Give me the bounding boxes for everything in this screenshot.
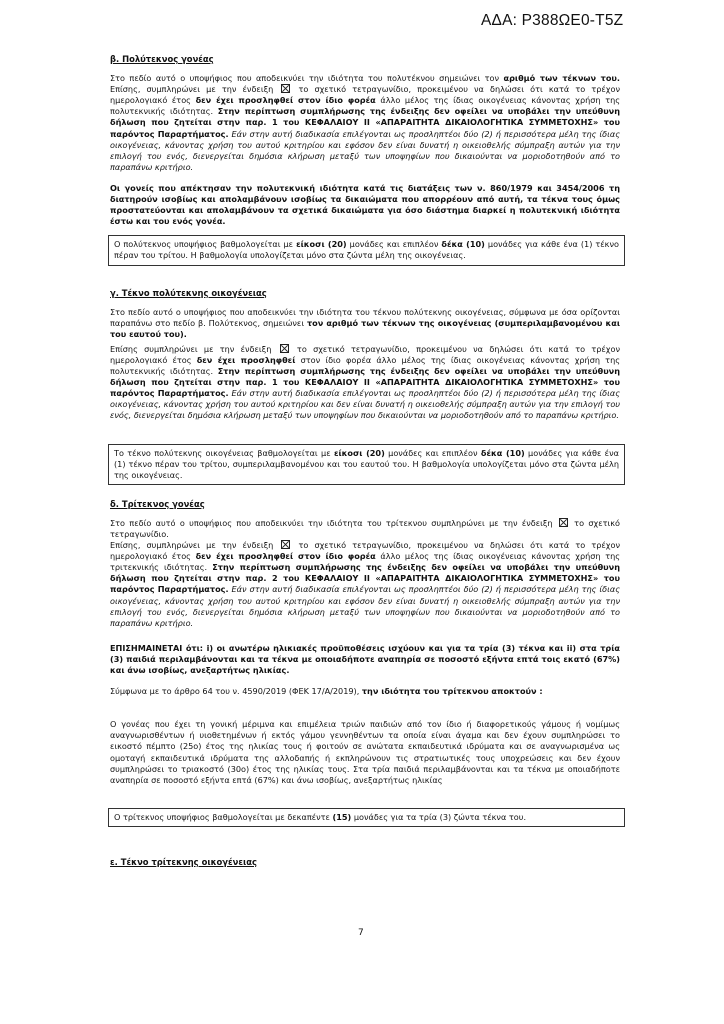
text: το σχετικό τετραγωνίδιο, προκειμένου να δηλώσει ότι κατά το τρέχον ημερολογιακό έτος: [110, 84, 620, 106]
text-bold: Στην περίπτωση συμπλήρωσης της ένδειξης δεν οφείλει να υποβάλει την υπεύθυνη δήλωση που ζητείται στην παρ. 1 του ΚΕΦΑΛΑΙΟΥ ΙΙ «ΑΠΑΡΑΙΤΗΤΑ ΔΙΚΑΙΟΛΟΓΗΤΙΚΑ ΣΥΜΜΕΤΟΧΗΣ» του παρόντος Παραρτήματος.: [110, 366, 621, 399]
section-d-paragraph-1: [110, 518, 620, 540]
section-d-definition: Ο γονέας που έχει τη γονική μέριμνα και επιμέλεια τριών παιδιών από τον ίδιο ή διαφορετικούς γάμους ή νομίμως αναγνωρισθέντων ή υιοθετημένων ή εκτός γάμου γεννηθέντων τα οποία είναι άγαμα και δεν έχουν συμπληρώσει το εικοστό πέμπτο (25ο) έτος της ηλικίας τους ή φοιτούν σε ανώτατα εκπαιδευτικά ιδρύματα και σε αναγνωρισμένα ως ομοταγή εκπαιδευτικά ιδρύματα της αλλοδαπής ή εκπληρώνουν τις στρατιωτικές τους υποχρεώσεις και δεν έχουν συμπληρώσει το τριακοστό (30ο) έτος της ηλικίας τους. Στα τρία παιδιά περιλαμβάνονται και τα τέκνα με οποιαδήποτε αναπηρία σε ποσοστό εξήντα επτά (67%) και άνω ισοβίως, ανεξαρτήτως ηλικίας: [110, 719, 620, 785]
text-bold: αριθμό των τέκνων του.: [503, 73, 620, 84]
section-c-paragraph-2: [110, 344, 620, 422]
text-italic: Εάν στην αυτή διαδικασία επιλέγονται ως προσληπτέοι δύο (2) ή περισσότερα μέλη της ίδιας οικογένειας, κάνοντας χρήση του αυτού κριτηρίου και εφόσον δεν είναι δυνατή η οικειοθελής σύμπραξη αυτών για την επιλογή του ενός, διενεργείται δημόσια κλήρωση μεταξύ των υποψηφίων που δικαιούνται να μοριοδοτηθούν από το παραπάνω κριτήριο.: [110, 584, 620, 628]
text-bold: δεν έχει προσληφθεί στον ίδιο φορέα: [195, 551, 376, 562]
text-bold: την ιδιότητα του τρίτεκνου αποκτούν :: [361, 686, 543, 697]
text: το σχετικό τετραγωνίδιο, προκειμένου να δηλώσει ότι κατά το τρέχον ημερολογιακό έτος: [110, 343, 620, 365]
section-b-heading: β. Πολύτεκνος γονέας: [110, 54, 214, 64]
ada-code: ΑΔΑ: Ρ388ΩΕ0-Τ5Ζ: [481, 12, 624, 29]
text: Επίσης συμπληρώνει με την ένδειξη: [110, 343, 278, 354]
section-d-note: [110, 643, 620, 676]
text-bold: δεν έχει προσληφθεί στον ίδιο φορέα: [195, 95, 376, 106]
text: το σχετικό τετραγωνίδιο, προκειμένου να δηλώσει ότι κατά το τρέχον ημερολογιακό έτος: [110, 540, 620, 562]
text: άλλο μέλος της ίδιας οικογένειας κάνοντας χρήση της πολυτεκνικής ιδιότητας.: [110, 95, 621, 117]
section-b-paragraph-1: [110, 73, 620, 173]
text-bold: δέκα (10): [441, 239, 485, 250]
section-d-heading: δ. Τρίτεκνος γονέας: [110, 498, 205, 509]
text-italic: Εάν στην αυτή διαδικασία επιλέγονται ως προσληπτέοι δύο (2) ή περισσότερα μέλη της ίδιας οικογένειας, κάνοντας χρήση του αυτού κριτηρίου και δεν είναι δυνατή η οικειοθελής σύμπραξη αυτών για την επιλογή του ενός, διενεργείται δημόσια κλήρωση μεταξύ των υποψηφίων που δικαιούνται να μοριοδοτηθούν από το παραπάνω κριτήριο.: [110, 388, 620, 421]
section-b-paragraph-2: [110, 183, 620, 227]
text: Στο πεδίο αυτό ο υποψήφιος που αποδεικνύει την ιδιότητα του τρίτεκνου συμπληρώνει με την ένδειξη: [110, 517, 557, 528]
text: το σχετικό τετραγωνίδιο.: [110, 517, 620, 539]
text: Επίσης, συμπληρώνει με την ένδειξη: [110, 540, 280, 551]
text-bold: είκοσι (20): [333, 447, 385, 458]
text-bold: ΕΠΙΣΗΜΑΙΝΕΤΑΙ ότι: i) οι ανωτέρω ηλικιακές προϋποθέσεις ισχύουν και για τα τρία (3) τέκνα και ii) στα τρία (3) παιδιά περιλαμβάνονται και τα τέκνα με οποιαδήποτε αναπηρία σε ποσοστό εξήντα επτά τοις εκατό (67%) και άνω ισοβίως, ανεξαρτήτως ηλικίας.: [110, 642, 620, 676]
text: Στο πεδίο αυτό ο υποψήφιος που αποδεικνύει την ιδιότητα του τέκνου πολύτεκνης οικογένειας, σύμφωνα με όσα ορίζονται παραπάνω στο πεδίο β. Πολύτεκνος, σημειώνει: [110, 306, 620, 328]
document-page: [110, 54, 620, 876]
section-d-paragraph-2: [110, 540, 620, 629]
text: Ο πολύτεκνος υποψήφιος βαθμολογείται με: [114, 239, 297, 250]
section-c-paragraph-1: [110, 307, 620, 340]
text: μονάδες και επιπλέον: [346, 239, 442, 250]
text-bold: τον αριθμό των τέκνων της οικογένειας (συμπεριλαμβανομένου και του εαυτού του).: [110, 317, 620, 339]
text-bold: (15): [332, 811, 352, 822]
text-bold: Οι γονείς που απέκτησαν την πολυτεκνική ιδιότητα κατά τις διατάξεις των ν. 860/1979 και 3454/2006 τη διατηρούν ισοβίως και απολαμβάνουν ισοβίως τα δικαιώματα που απορρέουν από αυτή, τα τέκνα τους όμως προστατεύονται και απολαμβάνουν τα σχετικά δικαιώματα για όσο διάστημα διαρκεί η πολυτεκνική ιδιότητα έστω και του ενός γονέα.: [110, 182, 620, 227]
section-e-heading: ε. Τέκνο τρίτεκνης οικογένειας: [110, 856, 258, 867]
checked-box-icon: [281, 84, 290, 93]
section-c-heading: γ. Τέκνο πολύτεκνης οικογένειας: [110, 287, 267, 298]
text: Ο τρίτεκνος υποψήφιος βαθμολογείται με δεκαπέντε: [114, 811, 333, 822]
text: Επίσης, συμπληρώνει με την ένδειξη: [110, 84, 280, 95]
text: άλλο μέλος της ίδιας οικογένειας κάνοντας χρήση της τριτεκνικής ιδιότητας.: [110, 551, 621, 573]
text-bold: δεν έχει προσληφθεί: [196, 354, 296, 365]
text: μονάδες και επιπλέον: [384, 447, 481, 458]
text: Στο πεδίο αυτό ο υποψήφιος που αποδεικνύει την ιδιότητα του πολυτέκνου σημειώνει τον: [110, 73, 504, 84]
text: Το τέκνο πολύτεκνης οικογένειας βαθμολογείται με: [114, 447, 334, 458]
section-d-score-box: [108, 808, 625, 827]
section-d-law-reference: [110, 686, 620, 697]
section-b-score-box: [108, 235, 625, 265]
text-bold: δέκα (10): [480, 447, 525, 458]
checked-box-icon: [281, 540, 290, 549]
text-bold: Στην περίπτωση συμπλήρωσης της ένδειξης δεν οφείλει να υποβάλει την υπεύθυνη δήλωση που ζητείται στην παρ. 2 του ΚΕΦΑΛΑΙΟΥ ΙΙ «ΑΠΑΡΑΙΤΗΤΑ ΔΙΚΑΙΟΛΟΓΗΤΙΚΑ ΣΥΜΜΕΤΟΧΗΣ» του παρόντος Παραρτήματος.: [110, 562, 620, 595]
checked-box-icon: [280, 344, 289, 353]
page-number: 7: [358, 928, 364, 938]
text: μονάδες για κάθε ένα (1) τέκνο πέραν του τρίτου, συμπεριλαμβανομένου και του εαυτού του. Η βαθμολογία υπολογίζεται μόνο στα ζώντα μέλη της οικογένειας.: [114, 447, 619, 480]
text: μονάδες για τα τρία (3) ζώντα τέκνα του.: [351, 811, 527, 822]
text-bold: είκοσι (20): [296, 239, 347, 250]
text: Σύμφωνα με το άρθρο 64 του ν. 4590/2019 (ΦΕΚ 17/Α/2019),: [110, 686, 362, 697]
text-bold: Στην περίπτωση συμπλήρωσης της ένδειξης δεν οφείλει να υποβάλει την υπεύθυνη δήλωση που ζητείται στην παρ. 1 του ΚΕΦΑΛΑΙΟΥ ΙΙ «ΑΠΑΡΑΙΤΗΤΑ ΔΙΚΑΙΟΛΟΓΗΤΙΚΑ ΣΥΜΜΕΤΟΧΗΣ» του παρόντος Παραρτήματος.: [110, 106, 621, 139]
section-c-score-box: [108, 444, 625, 485]
checked-box-icon: [559, 518, 568, 527]
text: στον ίδιο φορέα άλλο μέλος της ίδιας οικογένειας κάνοντας χρήση της πολυτεκνικής ιδιότητας.: [110, 354, 620, 377]
text-italic: Εάν στην αυτή διαδικασία επιλέγονται ως προσληπτέοι δύο (2) ή περισσότερα μέλη της ίδιας οικογένειας, κάνοντας χρήση του αυτού κριτηρίου και εφόσον δεν είναι δυνατή η οικειοθελής σύμπραξη αυτών για την επιλογή του ενός, διενεργείται δημόσια κλήρωση μεταξύ των υποψηφίων που δικαιούνται να μοριοδοτηθούν από το παραπάνω κριτήριο.: [110, 128, 620, 172]
text: μονάδες για κάθε ένα (1) τέκνο πέραν του τρίτου. Η βαθμολογία υπολογίζεται μόνο στα ζώντα μέλη της οικογένειας.: [114, 239, 619, 261]
